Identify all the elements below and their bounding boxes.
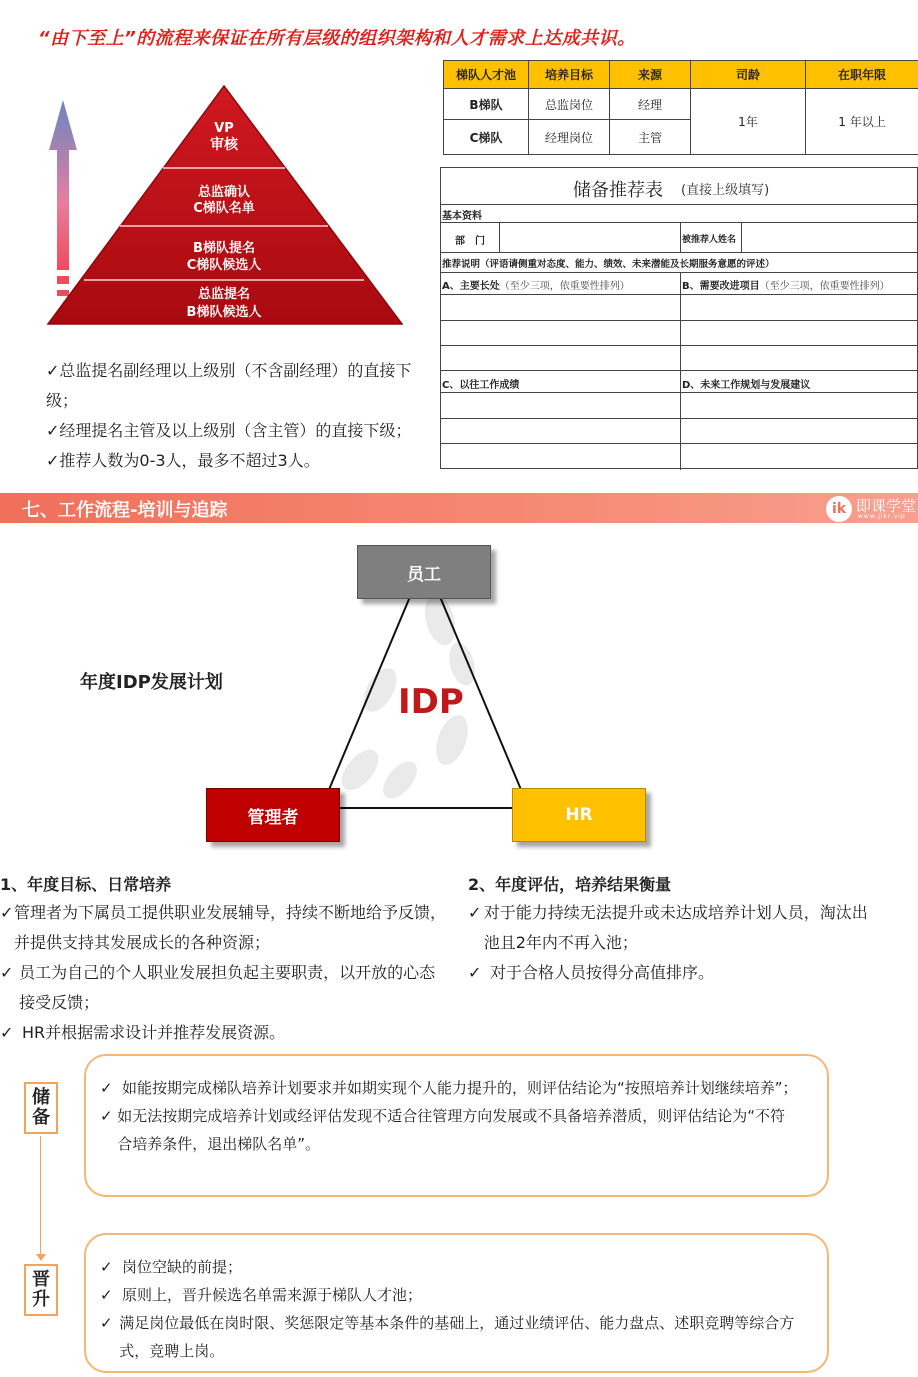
form-d-label: D、未来工作规划与发展建议 — [682, 380, 811, 391]
connector-line — [40, 1136, 41, 1260]
list-item: ✓ HR并根据需求设计并推荐发展资源。 — [0, 1018, 450, 1048]
table-header: 培养目标 — [529, 61, 610, 89]
page-headline: “由下至上”的流程来保证在所有层级的组织架构和人才需求上达成共识。 — [38, 28, 636, 49]
list-item: ✓ 如能按期完成梯队培养计划要求并如期实现个人能力提升的，则评估结论为“按照培养计划继续培养”； — [100, 1074, 800, 1102]
form-dept-label: 部 门 — [455, 236, 485, 247]
list-item: ✓ 员工为自己的个人职业发展担负起主要职责，以开放的心态接受反馈； — [0, 958, 450, 1018]
logo-text: 即课学堂 — [856, 497, 917, 515]
pyramid-level-vp: VP 审核 — [210, 121, 238, 153]
table-cell: 1 年以上 — [806, 89, 918, 155]
nomination-rules — [46, 356, 418, 476]
pyramid-level-director-nominate: 总监提名 B梯队候选人 — [186, 287, 262, 320]
arrow-down-icon — [36, 1254, 46, 1261]
pyramid-level-b-nominate: B梯队提名 C梯队候选人 — [186, 241, 262, 273]
annual-goal-list — [0, 898, 450, 1048]
list-item: ✓经理提名主管及以上级别（含主管）的直接下级； — [46, 421, 412, 440]
form-c-label: C、以往工作成绩 — [442, 380, 520, 391]
table-cell: 经理岗位 — [529, 120, 610, 155]
reserve-recommendation-form — [440, 167, 918, 469]
check-icon: ✓ — [100, 1079, 113, 1097]
form-b-label: B、需要改进项目（至少三项，依重要性排列） — [682, 281, 890, 292]
section-title: 七、工作流程-培训与追踪 — [22, 500, 228, 521]
check-icon: ✓ — [0, 963, 14, 982]
manager-box: 管理者 — [206, 788, 340, 842]
list-item: ✓ 原则上，晋升候选名单需来源于梯队人才池； — [100, 1281, 800, 1309]
hr-box: HR — [512, 788, 646, 842]
reserve-box — [84, 1054, 829, 1197]
check-icon: ✓ — [468, 963, 482, 982]
form-basic-label: 基本资料 — [442, 211, 482, 222]
form-nominee-label: 被推荐人姓名 — [682, 235, 737, 245]
table-cell: 总监岗位 — [529, 89, 610, 120]
table-cell: 1年 — [691, 89, 806, 155]
table-cell: 经理 — [610, 89, 691, 120]
table-header: 司龄 — [691, 61, 806, 89]
table-cell: B梯队 — [444, 89, 529, 120]
annual-review-heading: 2、年度评估，培养结果衡量 — [468, 875, 672, 894]
list-item: ✓总监提名副经理以上级别（不含副经理）的直接下级； — [46, 361, 412, 410]
talent-pool-table — [443, 60, 918, 155]
table-header: 在职年限 — [806, 61, 918, 89]
list-item: ✓ 对于合格人员按得分高值排序。 — [468, 958, 868, 988]
list-item: ✓ 对于能力持续无法提升或未达成培养计划人员，淘汰出池且2年内不再入池； — [468, 898, 868, 958]
promotion-box — [84, 1233, 829, 1373]
table-row — [444, 89, 918, 120]
table-header: 来源 — [610, 61, 691, 89]
annual-review-list — [468, 898, 868, 988]
reserve-tag: 储备 — [24, 1082, 58, 1134]
list-item: ✓ 满足岗位最低在岗时限、奖惩限定等基本条件的基础上，通过业绩评估、能力盘点、述职竞聘等综合方式，竞聘上岗。 — [100, 1309, 800, 1365]
pyramid-level-director-confirm: 总监确认 C梯队名单 — [193, 185, 255, 216]
check-icon: ✓ — [100, 1314, 113, 1332]
idp-center-label: IDP — [398, 682, 464, 722]
logo-subtext: www.jikr.vip — [858, 513, 906, 520]
check-icon: ✓ — [468, 903, 482, 922]
form-explain-label: 推荐说明（评语请侧重对态度、能力、绩效、未来潜能及长期服务意愿的评述） — [442, 259, 775, 270]
check-icon: ✓ — [0, 1023, 14, 1042]
promotion-tag: 晋升 — [24, 1264, 58, 1316]
table-cell: 主管 — [610, 120, 691, 155]
idp-plan-label: 年度IDP发展计划 — [80, 672, 223, 693]
check-icon: ✓ — [0, 903, 14, 922]
check-icon: ✓ — [100, 1107, 113, 1125]
table-cell: C梯队 — [444, 120, 529, 155]
list-item: ✓ 岗位空缺的前提； — [100, 1253, 800, 1281]
form-subtitle: (直接上级填写) — [681, 183, 770, 198]
check-icon: ✓ — [100, 1286, 113, 1304]
logo-icon: ik — [826, 496, 852, 522]
table-header: 梯队人才池 — [444, 61, 529, 89]
annual-goal-heading: 1、年度目标、日常培养 — [0, 875, 172, 894]
form-title: 储备推荐表 — [573, 180, 663, 201]
list-item: ✓推荐人数为0-3人，最多不超过3人。 — [46, 451, 320, 470]
form-a-label: A、主要长处（至少三项，依重要性排列） — [442, 281, 630, 292]
list-item: ✓ 管理者为下属员工提供职业发展辅导，持续不断地给予反馈，并提供支持其发展成长的各种资源； — [0, 898, 450, 958]
check-icon: ✓ — [100, 1258, 113, 1276]
list-item: ✓ 如无法按期完成培养计划或经评估发现不适合往管理方向发展或不具备培养潜质，则评估结论为“不符合培养条件，退出梯队名单”。 — [100, 1102, 800, 1158]
employee-box: 员工 — [357, 545, 491, 599]
